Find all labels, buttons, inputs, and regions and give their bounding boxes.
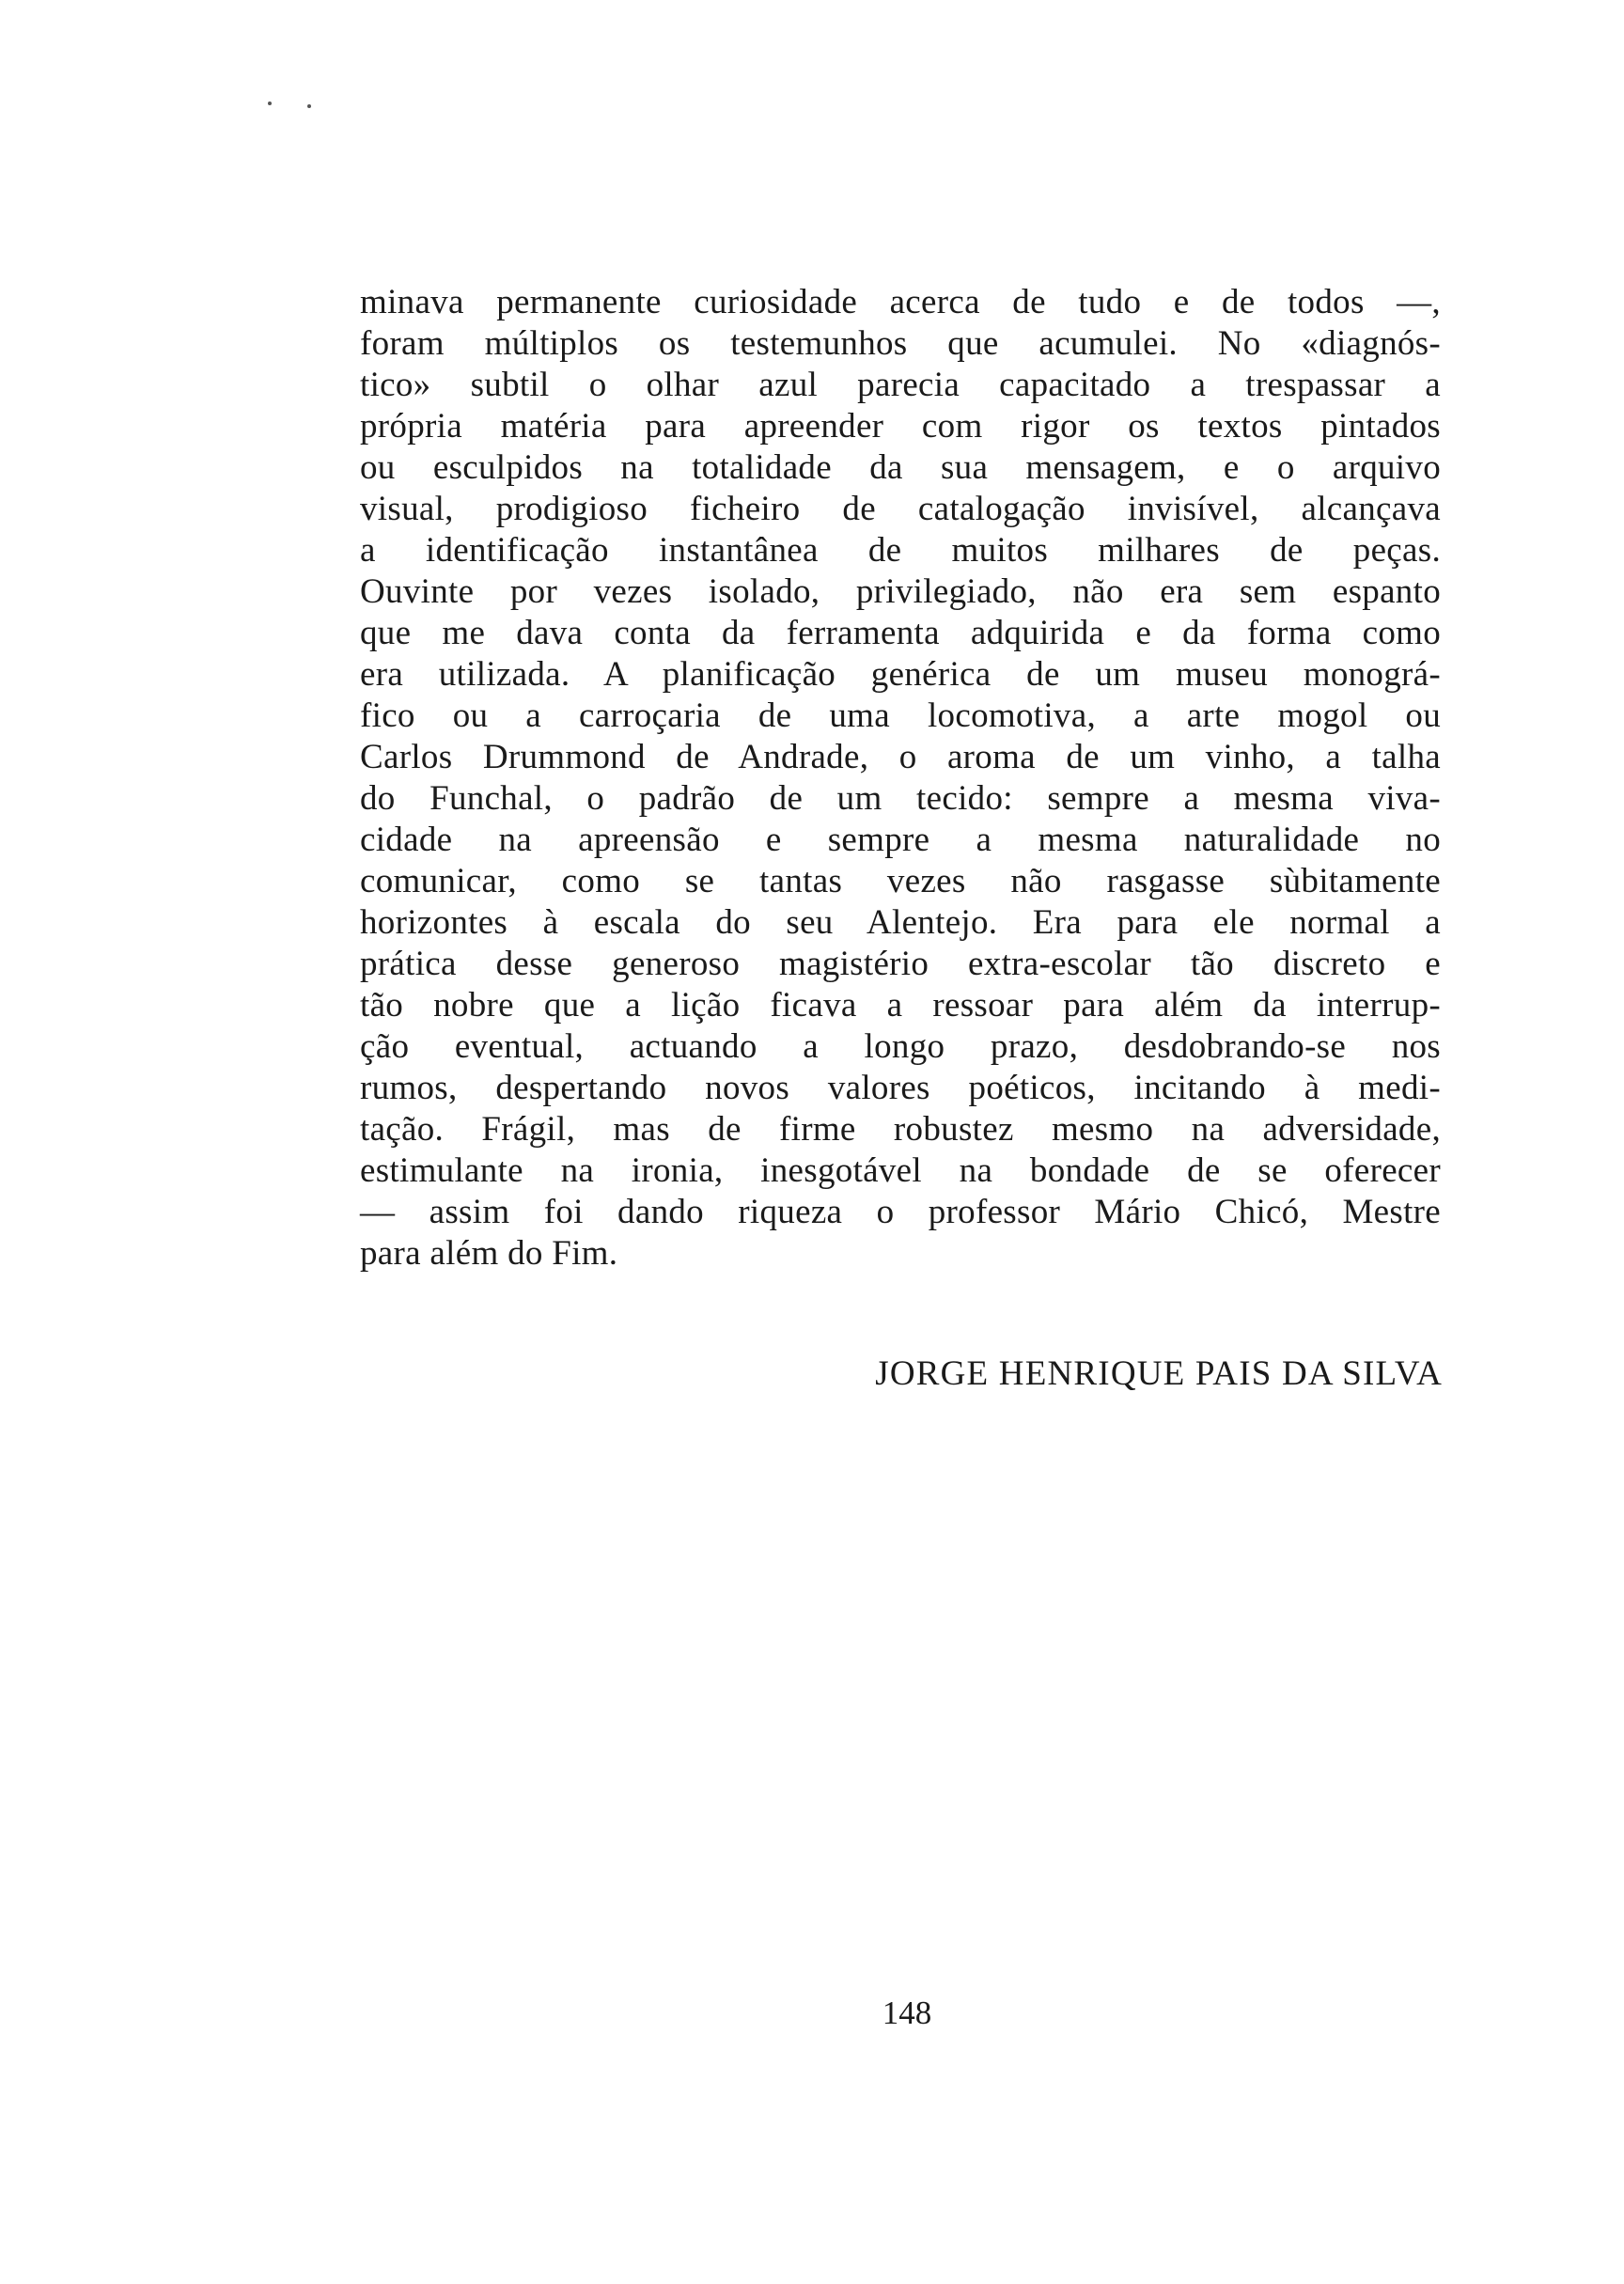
scan-speck [268,102,272,105]
text-line: era utilizada. A planificação genérica de um museu monográ- [360,655,1441,694]
text-line: própria matéria para apreender com rigor os textos pintados [360,407,1441,446]
text-line: Carlos Drummond de Andrade, o aroma de um vinho, a talha [360,738,1441,776]
scan-speck [307,104,311,108]
text-line: do Funchal, o padrão de um tecido: sempre a mesma viva- [360,779,1441,818]
text-line: que me dava conta da ferramenta adquirida e da forma como [360,614,1441,652]
text-line: comunicar, como se tantas vezes não rasgasse sùbitamente [360,862,1441,900]
text-line: fico ou a carroçaria de uma locomotiva, a arte mogol ou [360,696,1441,735]
text-line: horizontes à escala do seu Alentejo. Era para ele normal a [360,903,1441,942]
text-line: minava permanente curiosidade acerca de tudo e de todos —, [360,283,1441,321]
body-paragraph [360,282,1441,1275]
text-line: tação. Frágil, mas de firme robustez mesmo na adversidade, [360,1110,1441,1149]
text-line: a identificação instantânea de muitos milhares de peças. [360,531,1441,570]
text-line: visual, prodigioso ficheiro de catalogação invisível, alcançava [360,490,1441,528]
text-line: — assim foi dando riqueza o professor Mário Chicó, Mestre [360,1193,1441,1231]
scan-specks [266,97,322,110]
text-line: rumos, despertando novos valores poéticos, incitando à medi- [360,1069,1441,1107]
page-number: 148 [882,1995,932,2031]
text-line: ou esculpidos na totalidade da sua mensagem, e o arquivo [360,448,1441,487]
text-line: tico» subtil o olhar azul parecia capacitado a trespassar a [360,366,1441,404]
text-line: prática desse generoso magistério extra-escolar tão discreto e [360,945,1441,983]
text-line: estimulante na ironia, inesgotável na bondade de se oferecer [360,1151,1441,1190]
author-signature: JORGE HENRIQUE PAIS DA SILVA [875,1354,1443,1393]
text-line: Ouvinte por vezes isolado, privilegiado, não era sem espanto [360,572,1441,611]
text-line: tão nobre que a lição ficava a ressoar para além da interrup- [360,986,1441,1025]
text-line: cidade na apreensão e sempre a mesma naturalidade no [360,821,1441,859]
text-line: para além do Fim. [360,1234,618,1273]
text-line: foram múltiplos os testemunhos que acumulei. No «diagnós- [360,324,1441,363]
text-line: ção eventual, actuando a longo prazo, desdobrando-se nos [360,1027,1441,1066]
